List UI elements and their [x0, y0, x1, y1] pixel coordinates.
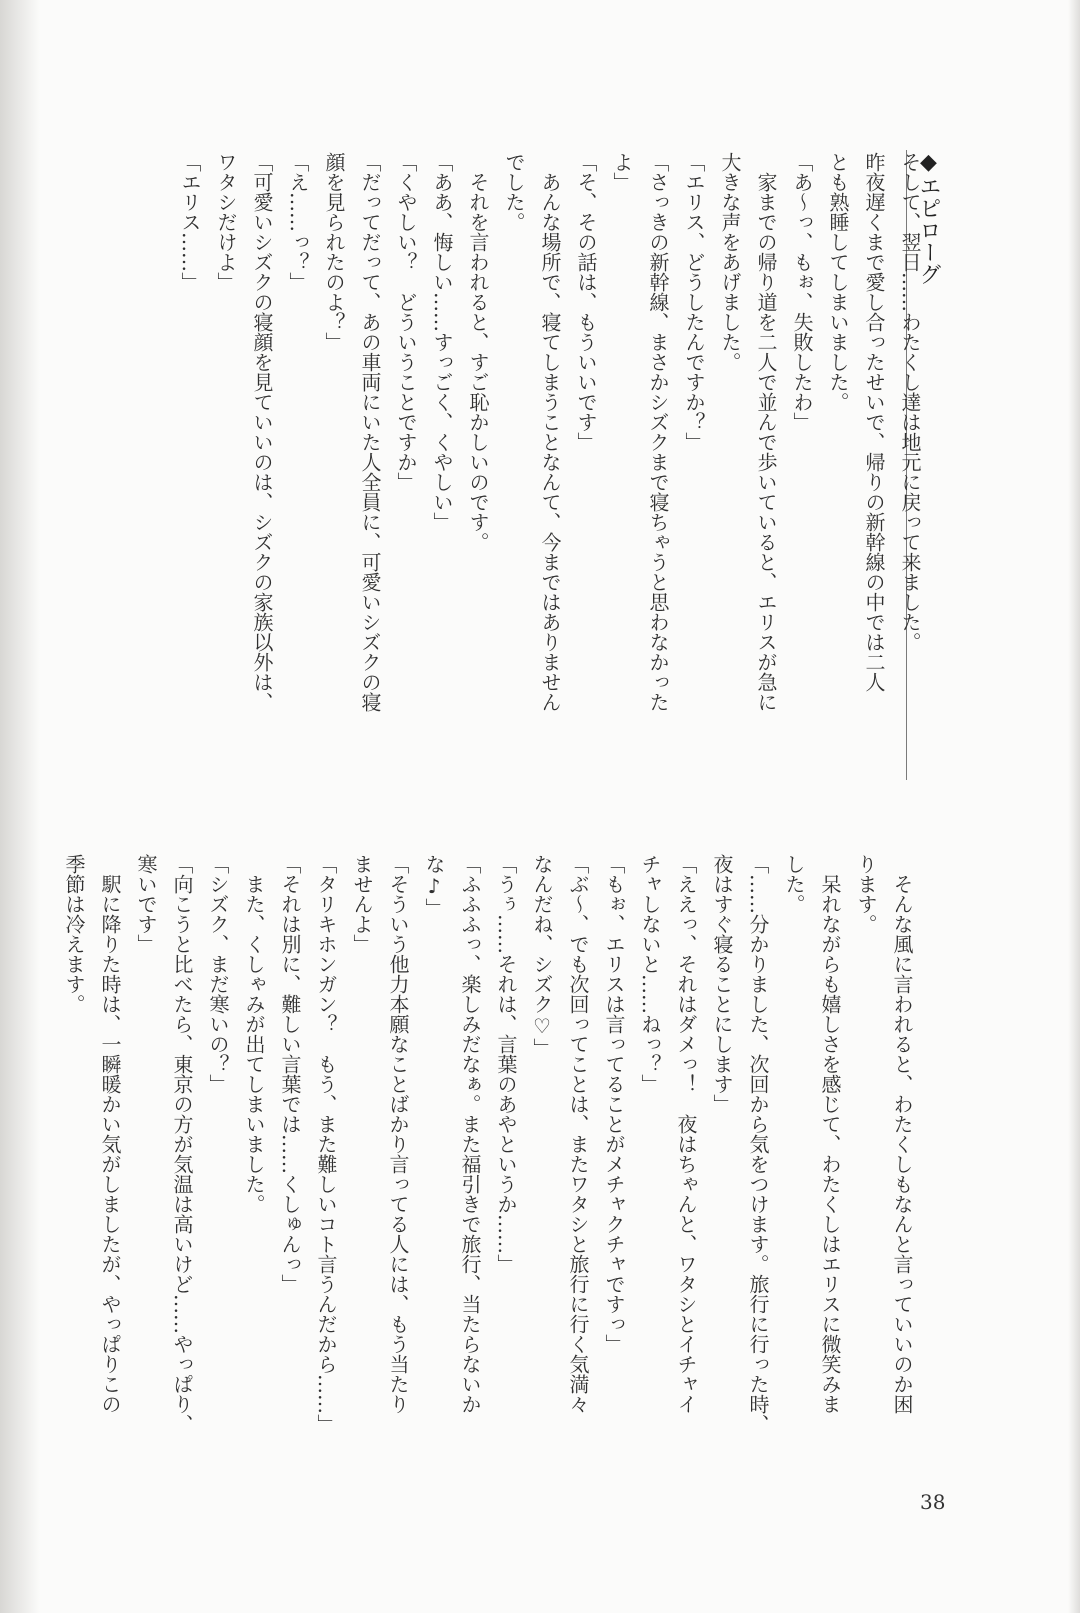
text-line: 「……分かりました、次回から気をつけます。旅行に行った時、 [746, 854, 770, 1434]
diamond-bullet-icon: ◆ [916, 150, 941, 175]
text-line: 「ぶ～、でも次回ってことは、またワタシと旅行に行く気満々 [566, 854, 590, 1414]
text-line: チャしないと……ねっ？」 [638, 854, 662, 1094]
text-line: 「さっきの新幹線、まさかシズクまで寝ちゃうと思わなかった [646, 152, 670, 712]
text-line: そんな風に言われると、わたくしもなんと言っていいのか困 [890, 854, 914, 1414]
upper-text-block [172, 152, 928, 782]
text-line: よ」 [610, 152, 634, 192]
text-line: 「ええっ、それはダメっ！ 夜はちゃんと、ワタシとイチャイ [674, 854, 698, 1414]
text-line: 「そういう他力本願なことばかり言ってる人には、もう当たり [386, 854, 410, 1414]
text-line: 「そ、その話は、もういいです」 [574, 152, 598, 452]
page-number: 38 [920, 1490, 946, 1514]
text-line: 「ああ、悔しい……すっごく、くやしい」 [430, 152, 454, 532]
text-line: あんな場所で、寝てしまうことなんて、今まではありません [538, 152, 562, 712]
lower-text-block [56, 854, 920, 1494]
text-line: 夜はすぐ寝ることにします」 [710, 854, 734, 1114]
text-line: 家までの帰り道を二人で並んで歩いていると、エリスが急に [754, 152, 778, 712]
page-gutter-shadow [0, 0, 40, 1613]
text-line: 「エリス……」 [178, 152, 202, 292]
text-line: また、くしゃみが出てしまいました。 [242, 854, 266, 1214]
text-line: 寒いです」 [134, 854, 158, 954]
text-line: ります。 [854, 854, 878, 934]
text-line: 「うぅ……それは、言葉のあやというか……」 [494, 854, 518, 1274]
text-line: 大きな声をあげました。 [718, 152, 742, 372]
page-edge-shadow [1068, 0, 1080, 1613]
text-line: 季節は冷えます。 [62, 854, 86, 1014]
text-line: 「シズク、まだ寒いの？」 [206, 854, 230, 1094]
text-line: 「向こうと比べたら、東京の方が気温は高いけど……やっぱり、 [170, 854, 194, 1434]
text-line: 「だってだって、あの車両にいた人全員に、可愛いシズクの寝 [358, 152, 382, 712]
text-line: な♪」 [422, 854, 446, 918]
text-line: 「可愛いシズクの寝顔を見ていいのは、シズクの家族以外は、 [250, 152, 274, 712]
text-line: 「タリキホンガン？ もう、また難しいコト言うんだから……」 [314, 854, 338, 1434]
text-line: 駅に降りた時は、一瞬暖かい気がしましたが、やっぱりこの [98, 854, 122, 1414]
text-line: 「それは別に、難しい言葉では……くしゅんっ」 [278, 854, 302, 1294]
text-line: 「もぉ、エリスは言ってることがメチャクチャですっ」 [602, 854, 626, 1354]
text-line: 「あ～っ、もぉ、失敗したわ」 [790, 152, 814, 432]
text-line: 呆れながらも嬉しさを感じて、わたくしはエリスに微笑みま [818, 854, 842, 1414]
text-line: それを言われると、すご恥かしいのです。 [466, 152, 490, 552]
text-line: 「え……っ？」 [286, 152, 310, 292]
text-line: でした。 [502, 152, 526, 232]
text-line: ませんよ」 [350, 854, 374, 954]
text-line: 昨夜遅くまで愛し合ったせいで、帰りの新幹線の中では二人 [862, 152, 886, 692]
text-line: 「ふふふっ、楽しみだなぁ。また福引きで旅行、当たらないか [458, 854, 482, 1414]
text-line: ワタシだけよ」 [214, 152, 238, 292]
section-title: エピローグ [916, 175, 941, 285]
text-line: 顔を見られたのよ？」 [322, 152, 346, 352]
text-line: した。 [782, 854, 806, 914]
text-line: 「くやしい？ どういうことですか」 [394, 152, 418, 492]
text-line: そして、翌日……わたくし達は地元に戻って来ました。 [898, 152, 922, 652]
text-line: とも熟睡してしまいました。 [826, 152, 850, 412]
text-line: なんだね、シズク♡」 [530, 854, 554, 1058]
text-line: 「エリス、どうしたんですか？」 [682, 152, 706, 452]
